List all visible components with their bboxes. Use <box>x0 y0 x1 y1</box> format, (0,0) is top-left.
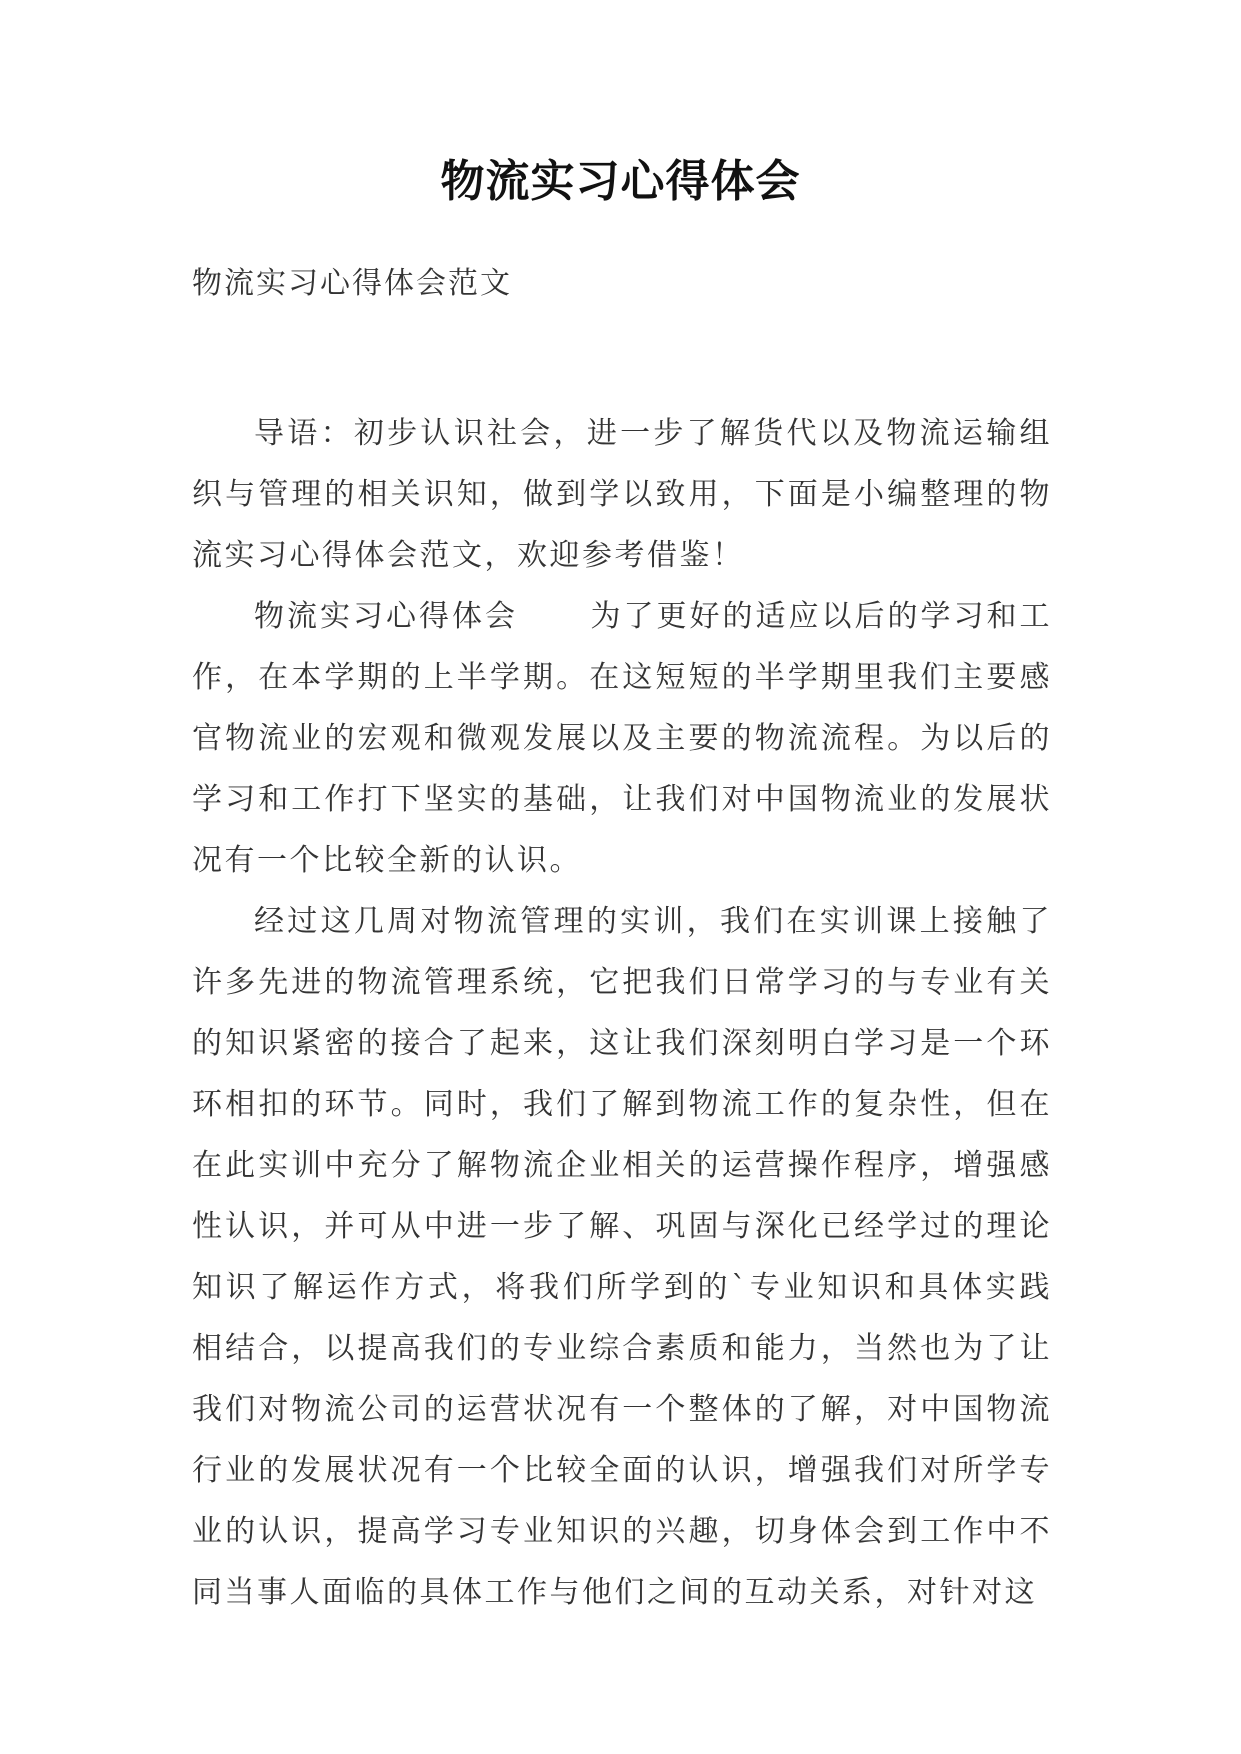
inline-heading: 物流实习心得体会 <box>254 599 518 634</box>
document-title: 物流实习心得体会 <box>440 156 801 207</box>
document-subtitle: 物流实习心得体会范文 <box>192 266 512 301</box>
paragraph-3-text: 经过这几周对物流管理的实训，我们在实训课上接触了许多先进的物流管理系统，它把我们日常学习的与专业有关的知识紧密的接合了起来，这让我们深刻明白学习是一个环环相扣的环节。同时，我们了解到物流工作的复杂性，但在在此实训中充分了解物流企业相关的运营操作程序，增强感性认识，并可从中进一步了解、巩固与深化已经学过的理论知识了解运作方式，将我们所学到的`专业知识和具体实践相结合，以提高我们的专业综合素质和能力，当然也为了让我们对物流公司的运营状况有一个整体的了解，对中国物流行业的发展状况有一个比较全面的认识，增强我们对所学专业的认识，提高学习专业知识的兴趣，切身体会到工作中不同当事人面临的具体工作与他们之间的互动关系，对针对这 <box>192 904 1052 1610</box>
intro-paragraph <box>192 403 1052 586</box>
intro-paragraph-text: 导语：初步认识社会，进一步了解货代以及物流运输组织与管理的相关识知，做到学以致用，下面是小编整理的物流实习心得体会范文，欢迎参考借鉴！ <box>192 416 1052 573</box>
document-body <box>192 403 1052 1623</box>
paragraph-3 <box>192 891 1052 1623</box>
paragraph-2 <box>192 586 1052 891</box>
paragraph-2-text: 为了更好的适应以后的学习和工作，在本学期的上半学期。在这短短的半学期里我们主要感官物流业的宏观和微观发展以及主要的物流流程。为以后的学习和工作打下坚实的基础，让我们对中国物流业的发展状况有一个比较全新的认识。 <box>192 599 1052 878</box>
